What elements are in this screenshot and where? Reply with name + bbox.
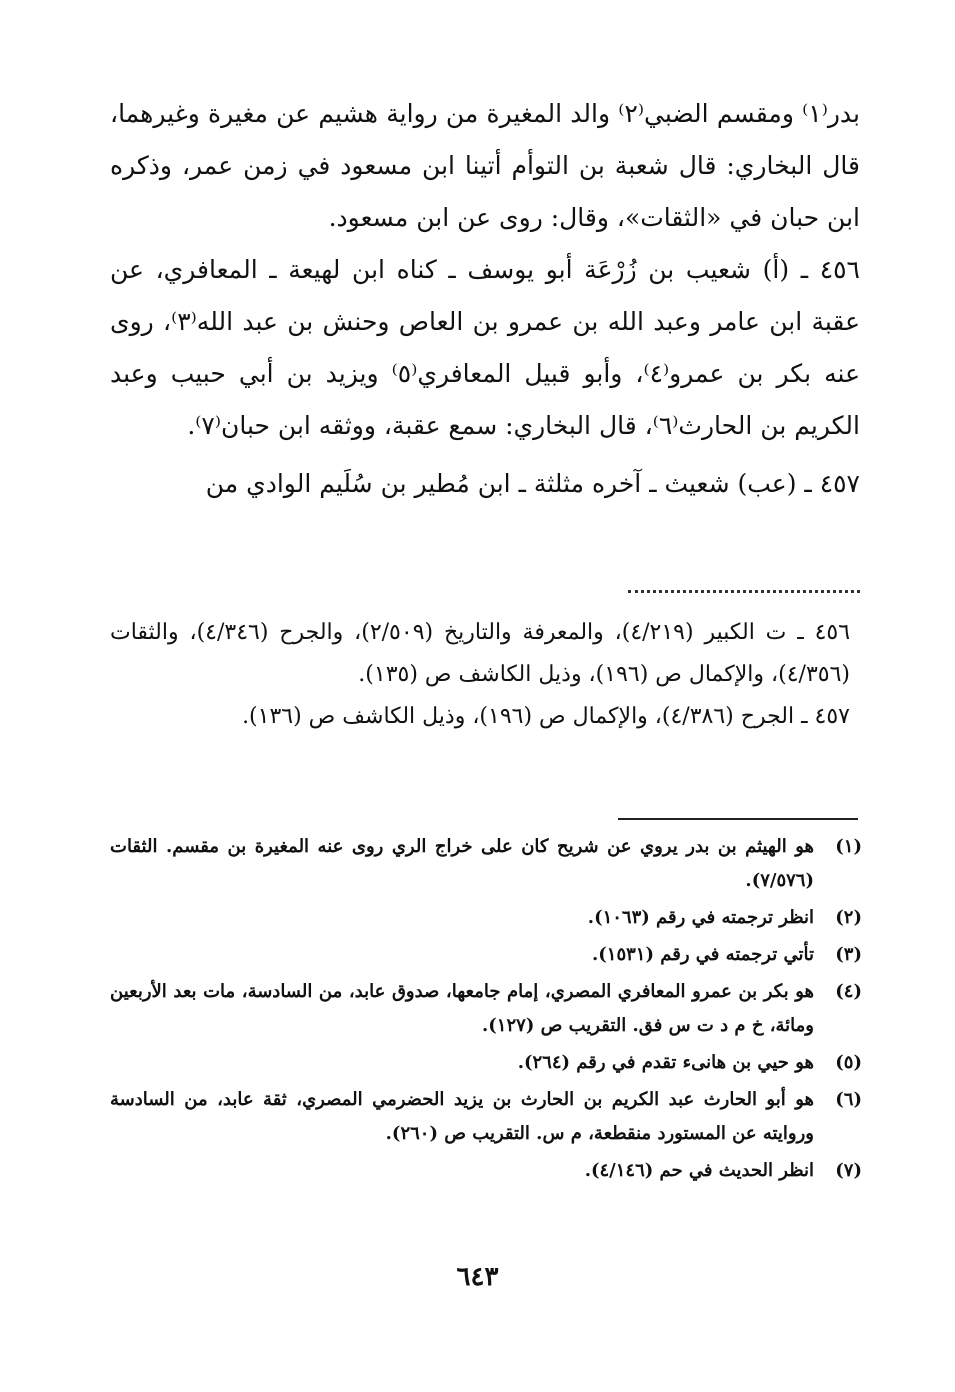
footnotes	[110, 830, 862, 1191]
page-number: ٦٤٣	[456, 1262, 499, 1292]
footnote-6	[110, 1083, 862, 1151]
continuation-paragraph: بدر⁽١⁾ ومقسم الضبي⁽٢⁾ والد المغيرة من رواية هشيم عن مغيرة وغيرهما، قال البخاري: قال شعبة بن التوأم أتينا ابن مسعود في زمن عمر، وذكره ابن حبان في «الثقات»، وقال: روى عن ابن مسعود.	[110, 99, 861, 232]
dotted-separator	[628, 590, 860, 593]
footnote-1	[110, 830, 862, 898]
references-section	[110, 612, 850, 738]
footnote-3	[110, 938, 862, 972]
footnote-number: (١)	[835, 836, 862, 857]
footnote-number: (٦)	[835, 1089, 862, 1110]
footnote-4	[110, 975, 862, 1043]
main-text	[110, 88, 860, 510]
footnote-text: هو بكر بن عمرو المعافري المصري، إمام جامعها، صدوق عابد، من السادسة، مات بعد الأربعين ومائة، خ م د ت س فق. التقريب ص (١٢٧).	[110, 981, 814, 1036]
footnote-text: هو حيي بن هانىء تقدم في رقم (٢٦٤).	[517, 1052, 814, 1073]
reference-457: ٤٥٧ ـ الجرح (٤/٣٨٦)، والإكمال ص (١٩٦)، وذيل الكاشف ص (١٣٦).	[242, 704, 850, 729]
footnote-text: انظر الحديث في حم (٤/١٤٦).	[584, 1160, 814, 1181]
footnote-number: (٢)	[835, 907, 862, 928]
footnote-number: (٥)	[835, 1052, 862, 1073]
entry-457: ٤٥٧ ـ (عب) شعيث ـ آخره مثلثة ـ ابن مُطير بن سُلَيم الوادي من	[205, 469, 860, 498]
footnote-rule	[618, 818, 858, 820]
footnote-text: هو الهيثم بن بدر يروي عن شريح كان على خراج الري روى عنه المغيرة بن مقسم. الثقات (٧/٥٧٦).	[110, 836, 814, 891]
entry-456: ٤٥٦ ـ (أ) شعيب بن زُرْعَة أبو يوسف ـ كناه ابن لهيعة ـ المعافري، عن عقبة ابن عامر وعبد الله بن عمرو بن العاص وحنش بن عبد الله⁽٣⁾، روى عنه بكر بن عمرو⁽٤⁾، وأبو قبيل المعافري⁽٥⁾ ويزيد بن أبي حبيب وعبد الكريم بن الحارث⁽٦⁾، قال البخاري: سمع عقبة، ووثقه ابن حبان⁽٧⁾.	[110, 255, 860, 440]
footnote-number: (٤)	[835, 981, 862, 1002]
footnote-7	[110, 1154, 862, 1188]
reference-456: ٤٥٦ ـ ت الكبير (٤/٢١٩)، والمعرفة والتاريخ (٢/٥٠٩)، والجرح (٤/٣٤٦)، والثقات (٤/٣٥٦)، والإكمال ص (١٩٦)، وذيل الكاشف ص (١٣٥).	[110, 620, 851, 687]
footnote-text: تأتي ترجمته في رقم (١٥٣١).	[592, 944, 814, 965]
footnote-5	[110, 1046, 862, 1080]
footnote-number: (٧)	[835, 1160, 862, 1181]
footnote-number: (٣)	[835, 944, 862, 965]
footnote-text: هو أبو الحارث عبد الكريم بن الحارث بن يزيد الحضرمي المصري، ثقة عابد، من السادسة وروايته عن المستورد منقطعة، م س. التقريب ص (٢٦٠).	[110, 1089, 814, 1144]
footnote-text: انظر ترجمته في رقم (١٠٦٣).	[587, 907, 814, 928]
footnote-2	[110, 901, 862, 935]
